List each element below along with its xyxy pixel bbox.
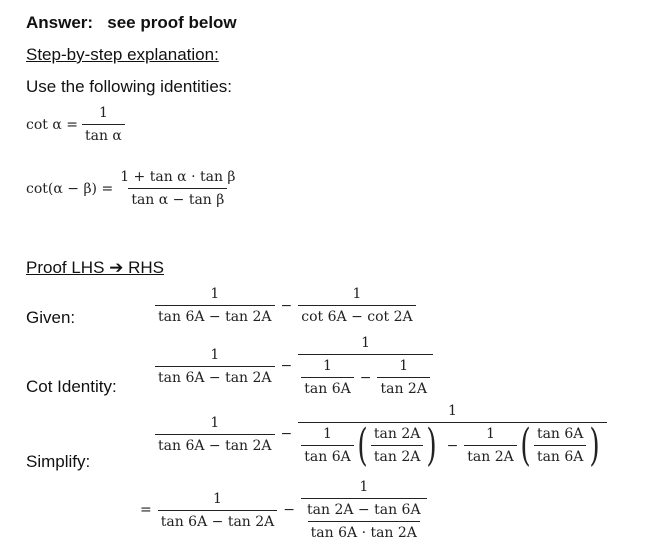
equals-sign: = — [140, 502, 152, 518]
denominator: tan 6A — [534, 445, 586, 466]
fraction — [371, 425, 423, 466]
proof-heading: Proof LHS ➔ RHS — [26, 258, 165, 277]
cot-identity-expression — [155, 334, 433, 398]
minus-sign: − — [280, 426, 293, 442]
denominator: tan α — [82, 124, 125, 145]
fraction — [301, 425, 353, 466]
denominator: tan 2A — [377, 377, 429, 398]
right-paren: ) — [426, 419, 438, 471]
step-label-cot-identity: Cot Identity: — [26, 377, 117, 396]
compound-denominator — [301, 498, 427, 542]
answer-label: Answer: — [26, 13, 94, 32]
fraction — [301, 357, 353, 398]
right-paren: ) — [589, 419, 601, 471]
simplify-expression — [155, 402, 607, 471]
result-expression — [140, 478, 427, 542]
compound-denominator — [298, 354, 433, 398]
denominator: tan 6A — [301, 445, 353, 466]
cot-identity-formula — [26, 104, 125, 145]
cot-diff-fraction — [117, 168, 238, 209]
compound-fraction — [298, 334, 433, 398]
cot-identity-fraction — [82, 104, 125, 145]
numerator: 1 — [359, 479, 369, 495]
numerator: tan 2A — [373, 426, 421, 442]
numerator: 1 — [210, 286, 220, 302]
fraction — [304, 501, 424, 542]
compound-fraction — [301, 478, 427, 542]
step-label-simplify: Simplify: — [26, 452, 91, 471]
left-paren: ( — [520, 419, 531, 471]
compound-denominator — [298, 419, 606, 471]
numerator: 1 — [210, 346, 220, 363]
fraction — [155, 346, 275, 387]
numerator: 1 — [323, 358, 332, 374]
denominator: tan 6A − tan 2A — [155, 305, 275, 326]
fraction — [158, 490, 278, 531]
denominator: tan 6A − tan 2A — [155, 366, 275, 387]
numerator: 1 — [352, 286, 362, 302]
numerator: 1 — [486, 426, 495, 442]
denominator: cot 6A − cot 2A — [298, 305, 415, 326]
left-paren: ( — [357, 419, 368, 471]
numerator: 1 — [447, 403, 457, 419]
minus-sign: − — [359, 369, 372, 386]
denominator: tan 6A · tan 2A — [308, 521, 420, 542]
numerator: 1 — [361, 335, 371, 351]
given-expression — [155, 285, 416, 326]
compound-fraction — [298, 402, 606, 471]
intro-text: Use the following identities: — [26, 77, 233, 96]
numerator: 1 — [323, 426, 332, 442]
numerator: 1 — [399, 358, 409, 374]
cot-difference-identity-formula — [26, 168, 239, 209]
denominator: tan 2A — [371, 445, 423, 466]
fraction — [377, 357, 429, 398]
answer-line — [26, 13, 237, 33]
cot-identity-lhs: cot α = — [26, 116, 78, 133]
denominator: tan 2A — [464, 445, 516, 466]
denominator: tan α − tan β — [128, 188, 227, 209]
numerator: 1 — [210, 414, 220, 431]
fraction — [298, 285, 415, 326]
fraction — [534, 425, 586, 466]
numerator: tan 6A — [536, 426, 584, 442]
denominator: tan 6A — [301, 377, 353, 398]
minus-sign: − — [283, 502, 296, 518]
minus-sign: − — [446, 437, 459, 454]
cot-diff-lhs: cot(α − β) = — [26, 180, 114, 197]
step-label-given: Given: — [26, 308, 76, 327]
fraction — [155, 414, 275, 455]
numerator: 1 + tan α · tan β — [120, 169, 236, 185]
denominator: tan 6A − tan 2A — [155, 434, 275, 455]
numerator: 1 — [98, 105, 108, 121]
minus-sign: − — [280, 358, 293, 374]
minus-sign: − — [280, 297, 293, 314]
answer-text: see proof below — [107, 13, 237, 32]
numerator: tan 2A − tan 6A — [307, 502, 421, 518]
numerator: 1 — [213, 490, 222, 507]
denominator: tan 6A − tan 2A — [158, 510, 278, 531]
fraction — [155, 285, 275, 326]
explanation-heading: Step-by-step explanation: — [26, 45, 219, 64]
fraction — [464, 425, 516, 466]
